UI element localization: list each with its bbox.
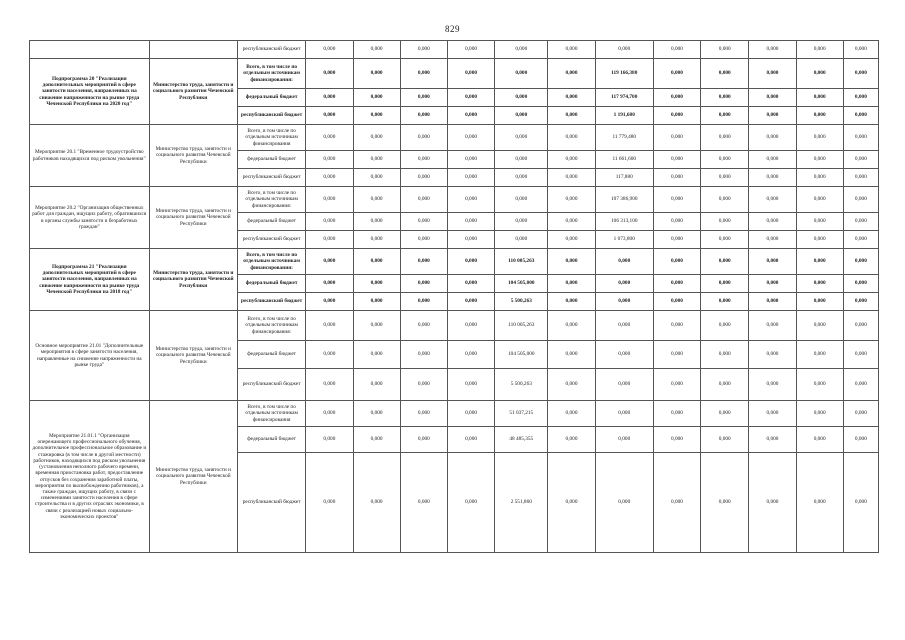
amount-cell: 0,000 [495, 41, 548, 59]
funding-source-cell: Всего, в том числе по отдельным источникам финансирования: [237, 249, 305, 275]
amount-cell: 0,000 [306, 401, 353, 427]
amount-cell: 0,000 [843, 89, 878, 107]
amount-cell: 5 500,263 [495, 369, 548, 401]
amount-cell: 0,000 [749, 453, 796, 553]
amount-cell: 0,000 [843, 151, 878, 169]
amount-cell: 0,000 [447, 125, 494, 151]
amount-cell: 0,000 [306, 275, 353, 293]
amount-cell: 0,000 [796, 213, 843, 231]
amount-cell: 0,000 [447, 187, 494, 213]
responsible-executor-cell: Министерство труда, занятости и социального развития Чеченской Республики [149, 125, 237, 187]
amount-cell: 0,000 [353, 369, 400, 401]
amount-cell: 0,000 [796, 89, 843, 107]
amount-cell: 110 005,263 [495, 249, 548, 275]
amount-cell: 0,000 [447, 401, 494, 427]
amount-cell: 0,000 [353, 249, 400, 275]
amount-cell: 0,000 [595, 427, 653, 453]
amount-cell: 0,000 [400, 231, 447, 249]
amount-cell: 0,000 [796, 151, 843, 169]
amount-cell: 0,000 [306, 293, 353, 311]
funding-source-cell: федеральный бюджет [237, 275, 305, 293]
amount-cell: 0,000 [843, 125, 878, 151]
amount-cell: 0,000 [749, 59, 796, 89]
amount-cell: 0,000 [548, 107, 595, 125]
amount-cell: 0,000 [400, 125, 447, 151]
amount-cell: 0,000 [595, 41, 653, 59]
amount-cell: 0,000 [701, 453, 749, 553]
amount-cell: 0,000 [843, 453, 878, 553]
responsible-executor-cell [149, 41, 237, 59]
amount-cell: 0,000 [306, 125, 353, 151]
amount-cell: 0,000 [749, 89, 796, 107]
amount-cell: 119 166,380 [595, 59, 653, 89]
amount-cell: 0,000 [796, 427, 843, 453]
funding-source-cell: республиканский бюджет [237, 41, 305, 59]
amount-cell: 0,000 [653, 453, 700, 553]
amount-cell: 0,000 [400, 453, 447, 553]
amount-cell: 0,000 [447, 311, 494, 341]
amount-cell: 0,000 [701, 275, 749, 293]
amount-cell: 0,000 [400, 311, 447, 341]
amount-cell: 0,000 [796, 453, 843, 553]
amount-cell: 0,000 [447, 341, 494, 369]
amount-cell: 0,000 [353, 107, 400, 125]
amount-cell: 0,000 [447, 249, 494, 275]
amount-cell: 106 313,100 [595, 213, 653, 231]
amount-cell: 0,000 [306, 231, 353, 249]
amount-cell: 5 500,263 [495, 293, 548, 311]
amount-cell: 0,000 [447, 59, 494, 89]
table-row [30, 59, 879, 89]
amount-cell: 0,000 [653, 169, 700, 187]
amount-cell: 0,000 [353, 401, 400, 427]
amount-cell: 0,000 [306, 341, 353, 369]
program-name-cell [30, 41, 150, 59]
amount-cell: 0,000 [447, 427, 494, 453]
amount-cell: 0,000 [843, 231, 878, 249]
table-row [30, 187, 879, 213]
amount-cell: 0,000 [447, 231, 494, 249]
amount-cell: 0,000 [353, 293, 400, 311]
funding-source-cell: республиканский бюджет [237, 169, 305, 187]
amount-cell: 0,000 [400, 249, 447, 275]
amount-cell: 1 191,680 [595, 107, 653, 125]
funding-source-cell: Всего, в том числе по отдельным источникам финансирования: [237, 59, 305, 89]
amount-cell: 0,000 [796, 125, 843, 151]
amount-cell: 0,000 [495, 187, 548, 213]
amount-cell: 0,000 [653, 275, 700, 293]
amount-cell: 0,000 [353, 169, 400, 187]
amount-cell: 0,000 [400, 369, 447, 401]
amount-cell: 0,000 [595, 401, 653, 427]
responsible-executor-cell: Министерство труда, занятости и социального развития Чеченской Республики [149, 311, 237, 401]
amount-cell: 0,000 [595, 293, 653, 311]
amount-cell: 0,000 [749, 293, 796, 311]
amount-cell: 0,000 [400, 341, 447, 369]
amount-cell: 0,000 [701, 311, 749, 341]
amount-cell: 0,000 [749, 187, 796, 213]
amount-cell: 0,000 [653, 125, 700, 151]
amount-cell: 0,000 [701, 401, 749, 427]
amount-cell: 0,000 [447, 89, 494, 107]
funding-source-cell: республиканский бюджет [237, 107, 305, 125]
amount-cell: 0,000 [796, 41, 843, 59]
amount-cell: 0,000 [701, 249, 749, 275]
amount-cell: 0,000 [749, 41, 796, 59]
amount-cell: 0,000 [495, 59, 548, 89]
amount-cell: 0,000 [548, 151, 595, 169]
amount-cell: 0,000 [796, 169, 843, 187]
amount-cell: 0,000 [353, 453, 400, 553]
amount-cell: 0,000 [843, 249, 878, 275]
amount-cell: 0,000 [701, 213, 749, 231]
funding-source-cell: республиканский бюджет [237, 369, 305, 401]
amount-cell: 0,000 [447, 107, 494, 125]
amount-cell: 0,000 [353, 59, 400, 89]
amount-cell: 0,000 [306, 213, 353, 231]
amount-cell: 0,000 [653, 187, 700, 213]
amount-cell: 0,000 [548, 341, 595, 369]
amount-cell: 0,000 [653, 427, 700, 453]
amount-cell: 0,000 [653, 89, 700, 107]
funding-source-cell: федеральный бюджет [237, 427, 305, 453]
table-row [30, 401, 879, 427]
amount-cell: 0,000 [306, 59, 353, 89]
funding-source-cell: федеральный бюджет [237, 213, 305, 231]
responsible-executor-cell: Министерство труда, занятости и социального развития Чеченской Республики [149, 59, 237, 125]
amount-cell: 0,000 [701, 427, 749, 453]
amount-cell: 0,000 [843, 311, 878, 341]
amount-cell: 0,000 [548, 401, 595, 427]
funding-source-cell: федеральный бюджет [237, 151, 305, 169]
amount-cell: 0,000 [749, 341, 796, 369]
amount-cell: 0,000 [447, 41, 494, 59]
amount-cell: 0,000 [653, 213, 700, 231]
amount-cell: 0,000 [548, 125, 595, 151]
amount-cell: 0,000 [353, 213, 400, 231]
amount-cell: 0,000 [400, 213, 447, 231]
amount-cell: 0,000 [400, 41, 447, 59]
amount-cell: 0,000 [400, 107, 447, 125]
amount-cell: 0,000 [548, 311, 595, 341]
amount-cell: 0,000 [701, 59, 749, 89]
amount-cell: 0,000 [701, 187, 749, 213]
amount-cell: 0,000 [749, 169, 796, 187]
amount-cell: 48 485,355 [495, 427, 548, 453]
page-number: 829 [445, 24, 460, 34]
program-name-cell: Подпрограмма 21 "Реализация дополнительных мероприятий в сфере занятости населения, направленных на снижение напряженности на рынке труда Чеченской Республики на 2018 год" [30, 249, 150, 311]
amount-cell: 0,000 [548, 249, 595, 275]
amount-cell: 1 073,800 [595, 231, 653, 249]
amount-cell: 0,000 [400, 59, 447, 89]
funding-source-cell: Всего, в том числе по отдельным источникам финансирования [237, 401, 305, 427]
amount-cell: 0,000 [796, 107, 843, 125]
amount-cell: 0,000 [843, 401, 878, 427]
funding-source-cell: федеральный бюджет [237, 341, 305, 369]
amount-cell: 0,000 [548, 213, 595, 231]
amount-cell: 0,000 [796, 311, 843, 341]
amount-cell: 0,000 [796, 187, 843, 213]
amount-cell: 0,000 [400, 293, 447, 311]
amount-cell: 2 551,860 [495, 453, 548, 553]
amount-cell: 0,000 [749, 427, 796, 453]
budget-table [29, 40, 879, 553]
amount-cell: 0,000 [595, 453, 653, 553]
amount-cell: 0,000 [495, 89, 548, 107]
amount-cell: 0,000 [353, 275, 400, 293]
amount-cell: 0,000 [749, 249, 796, 275]
funding-source-cell: республиканский бюджет [237, 453, 305, 553]
amount-cell: 0,000 [353, 41, 400, 59]
amount-cell: 0,000 [353, 231, 400, 249]
amount-cell: 0,000 [843, 427, 878, 453]
amount-cell: 0,000 [843, 187, 878, 213]
amount-cell: 11 779,480 [595, 125, 653, 151]
amount-cell: 0,000 [653, 41, 700, 59]
amount-cell: 0,000 [306, 107, 353, 125]
amount-cell: 0,000 [701, 125, 749, 151]
amount-cell: 0,000 [796, 401, 843, 427]
amount-cell: 0,000 [400, 401, 447, 427]
amount-cell: 0,000 [353, 187, 400, 213]
amount-cell: 0,000 [653, 311, 700, 341]
amount-cell: 0,000 [495, 169, 548, 187]
amount-cell: 0,000 [306, 453, 353, 553]
amount-cell: 0,000 [548, 453, 595, 553]
amount-cell: 0,000 [548, 427, 595, 453]
amount-cell: 0,000 [400, 151, 447, 169]
funding-source-cell: Всего, в том числе по отдельным источникам финансирования: [237, 311, 305, 341]
amount-cell: 0,000 [653, 293, 700, 311]
amount-cell: 0,000 [447, 293, 494, 311]
program-name-cell: Мероприятие 21.01.1 "Организация опережающего профессионального обучения, дополнительное профессиональное образование и стажировка (в том числе в другой местности) работников, находящихся под риском увольнения (установления неполного рабочего времени, временная приостановка работ, предоставление отпусков без сохранения заработной платы, мероприятия по высвобождению работников), а также граждан, ищущих работу, в связи с изменениями занятости населения в сфере строительства и в других отраслях экономики, в связи с реализацией новых социально-экономических проектов" [30, 401, 150, 553]
amount-cell: 0,000 [495, 151, 548, 169]
amount-cell: 0,000 [447, 169, 494, 187]
amount-cell: 0,000 [595, 249, 653, 275]
amount-cell: 0,000 [306, 427, 353, 453]
amount-cell: 0,000 [595, 311, 653, 341]
amount-cell: 0,000 [796, 59, 843, 89]
amount-cell: 0,000 [843, 41, 878, 59]
amount-cell: 0,000 [353, 89, 400, 107]
program-name-cell: Подпрограмма 20 "Реализация дополнительных мероприятий в сфере занятости населения, направленных на снижение напряженности на рынке труда Чеченской Республики на 2020 год" [30, 59, 150, 125]
amount-cell: 0,000 [306, 151, 353, 169]
amount-cell: 0,000 [306, 369, 353, 401]
amount-cell: 0,000 [548, 187, 595, 213]
program-name-cell: Мероприятие 20.2 "Организация общественных работ для граждан, ищущих работу, обратившихся в органы службы занятости и безработных граждан" [30, 187, 150, 249]
responsible-executor-cell: Министерство труда, занятости и социального развития Чеченской Республики [149, 187, 237, 249]
table-row [30, 311, 879, 341]
amount-cell: 0,000 [701, 369, 749, 401]
amount-cell: 0,000 [447, 275, 494, 293]
amount-cell: 0,000 [548, 369, 595, 401]
funding-source-cell: республиканский бюджет [237, 293, 305, 311]
amount-cell: 0,000 [447, 213, 494, 231]
amount-cell: 0,000 [701, 341, 749, 369]
amount-cell: 0,000 [796, 231, 843, 249]
table-row [30, 125, 879, 151]
amount-cell: 0,000 [653, 249, 700, 275]
amount-cell: 0,000 [495, 213, 548, 231]
amount-cell: 0,000 [843, 369, 878, 401]
amount-cell: 0,000 [353, 341, 400, 369]
amount-cell: 0,000 [749, 151, 796, 169]
amount-cell: 0,000 [400, 275, 447, 293]
amount-cell: 0,000 [400, 187, 447, 213]
amount-cell: 0,000 [447, 369, 494, 401]
amount-cell: 0,000 [749, 311, 796, 341]
amount-cell: 0,000 [447, 151, 494, 169]
amount-cell: 0,000 [843, 169, 878, 187]
amount-cell: 0,000 [653, 231, 700, 249]
amount-cell: 0,000 [749, 107, 796, 125]
amount-cell: 0,000 [353, 125, 400, 151]
amount-cell: 0,000 [843, 293, 878, 311]
amount-cell: 0,000 [796, 275, 843, 293]
amount-cell: 0,000 [306, 89, 353, 107]
funding-source-cell: Всего, в том числе по отдельным источникам финансирования [237, 125, 305, 151]
funding-source-cell: республиканский бюджет [237, 231, 305, 249]
funding-source-cell: федеральный бюджет [237, 89, 305, 107]
amount-cell: 0,000 [701, 231, 749, 249]
amount-cell: 0,000 [653, 59, 700, 89]
amount-cell: 104 505,000 [495, 275, 548, 293]
amount-cell: 107 386,900 [595, 187, 653, 213]
amount-cell: 0,000 [447, 453, 494, 553]
amount-cell: 0,000 [796, 293, 843, 311]
amount-cell: 51 037,215 [495, 401, 548, 427]
responsible-executor-cell: Министерство труда, занятости и социального развития Чеченской Республики [149, 249, 237, 311]
amount-cell: 0,000 [495, 107, 548, 125]
amount-cell: 0,000 [306, 311, 353, 341]
amount-cell: 0,000 [400, 169, 447, 187]
amount-cell: 0,000 [843, 341, 878, 369]
amount-cell: 0,000 [353, 427, 400, 453]
amount-cell: 0,000 [306, 249, 353, 275]
amount-cell: 0,000 [353, 151, 400, 169]
amount-cell: 0,000 [749, 231, 796, 249]
amount-cell: 0,000 [595, 275, 653, 293]
amount-cell: 0,000 [548, 275, 595, 293]
amount-cell: 0,000 [749, 369, 796, 401]
amount-cell: 0,000 [548, 41, 595, 59]
amount-cell: 0,000 [353, 311, 400, 341]
amount-cell: 0,000 [653, 369, 700, 401]
amount-cell: 0,000 [843, 213, 878, 231]
amount-cell: 0,000 [653, 107, 700, 125]
amount-cell: 0,000 [548, 89, 595, 107]
amount-cell: 0,000 [749, 275, 796, 293]
amount-cell: 110 005,263 [495, 311, 548, 341]
amount-cell: 11 661,600 [595, 151, 653, 169]
amount-cell: 0,000 [843, 59, 878, 89]
amount-cell: 0,000 [701, 41, 749, 59]
amount-cell: 0,000 [796, 369, 843, 401]
amount-cell: 0,000 [749, 125, 796, 151]
program-name-cell: Основное мероприятие 21.01 "Дополнительные мероприятия в сфере занятости населения, направленные на снижение напряженности на рынке труда" [30, 311, 150, 401]
amount-cell: 0,000 [796, 249, 843, 275]
amount-cell: 0,000 [400, 427, 447, 453]
amount-cell: 0,000 [495, 231, 548, 249]
amount-cell: 0,000 [749, 401, 796, 427]
amount-cell: 117,880 [595, 169, 653, 187]
program-name-cell: Мероприятие 20.1 "Временное трудоустройство работников находящихся под риском увольнения" [30, 125, 150, 187]
amount-cell: 0,000 [701, 169, 749, 187]
table-row [30, 41, 879, 59]
amount-cell: 0,000 [548, 293, 595, 311]
amount-cell: 0,000 [548, 59, 595, 89]
amount-cell: 0,000 [701, 293, 749, 311]
responsible-executor-cell: Министерство труда, занятости и социального развития Чеченской Республики [149, 401, 237, 553]
amount-cell: 0,000 [843, 275, 878, 293]
amount-cell: 0,000 [306, 41, 353, 59]
funding-source-cell: Всего, в том числе по отдельным источникам финансирования: [237, 187, 305, 213]
amount-cell: 0,000 [843, 107, 878, 125]
amount-cell: 0,000 [495, 125, 548, 151]
amount-cell: 0,000 [653, 401, 700, 427]
table-row [30, 249, 879, 275]
amount-cell: 104 505,000 [495, 341, 548, 369]
amount-cell: 0,000 [306, 187, 353, 213]
amount-cell: 0,000 [306, 169, 353, 187]
amount-cell: 0,000 [653, 341, 700, 369]
amount-cell: 0,000 [400, 89, 447, 107]
amount-cell: 0,000 [595, 369, 653, 401]
amount-cell: 0,000 [701, 151, 749, 169]
amount-cell: 0,000 [653, 151, 700, 169]
amount-cell: 0,000 [749, 213, 796, 231]
amount-cell: 0,000 [701, 107, 749, 125]
amount-cell: 0,000 [548, 169, 595, 187]
amount-cell: 117 974,700 [595, 89, 653, 107]
amount-cell: 0,000 [595, 341, 653, 369]
amount-cell: 0,000 [701, 89, 749, 107]
amount-cell: 0,000 [796, 341, 843, 369]
amount-cell: 0,000 [548, 231, 595, 249]
